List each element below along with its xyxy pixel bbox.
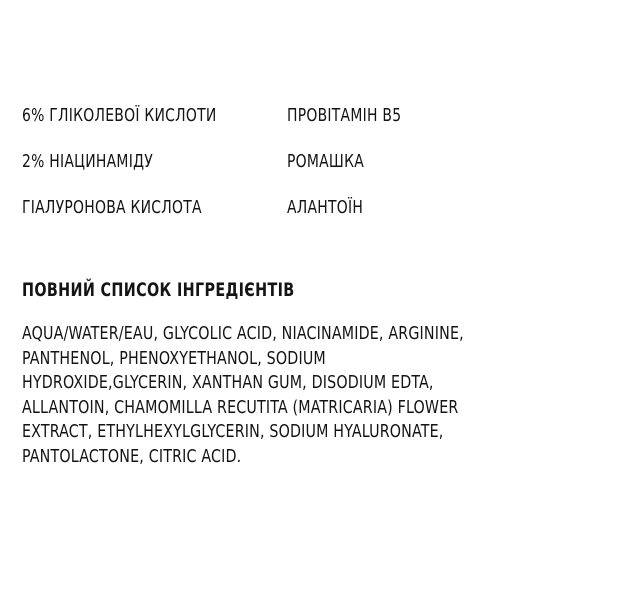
key-ingredient-allantoin: АЛАНТОЇН (287, 197, 364, 218)
key-ingredient-hyaluronic-acid: ГІАЛУРОНОВА КИСЛОТА (22, 197, 202, 218)
key-ingredient-glycolic-acid: 6% ГЛІКОЛЕВОЇ КИСЛОТИ (22, 105, 217, 126)
key-ingredient-chamomile: РОМАШКА (287, 151, 365, 172)
key-ingredient-niacinamide: 2% НІАЦИНАМІДУ (22, 151, 153, 172)
full-ingredient-list-heading: ПОВНИЙ СПИСОК ІНГРЕДІЄНТІВ (22, 279, 295, 301)
key-ingredient-row (22, 104, 582, 150)
key-ingredient-provitamin-b5: ПРОВІТАМІН В5 (287, 105, 402, 126)
key-ingredients-list (22, 104, 582, 242)
ingredient-list-line: HYDROXIDE,GLYCERIN, XANTHAN GUM, DISODIUM EDTA, (22, 372, 434, 394)
key-ingredient-row (22, 150, 582, 196)
ingredient-list-line: EXTRACT, ETHYLHEXYLGLYCERIN, SODIUM HYALURONATE, (22, 421, 444, 443)
ingredient-list-line: AQUA/WATER/EAU, GLYCOLIC ACID, NIACINAMIDE, ARGININE, (22, 323, 464, 344)
key-ingredient-row (22, 196, 582, 242)
ingredient-list-line: PANTHENOL, PHENOXYETHANOL, SODIUM (22, 347, 326, 369)
full-ingredient-list (22, 322, 552, 470)
ingredient-list-line: ALLANTOIN, CHAMOMILLA RECUTITA (MATRICARIA) FLOWER (22, 396, 459, 418)
ingredient-list-line: PANTOLACTONE, CITRIC ACID. (22, 445, 242, 467)
